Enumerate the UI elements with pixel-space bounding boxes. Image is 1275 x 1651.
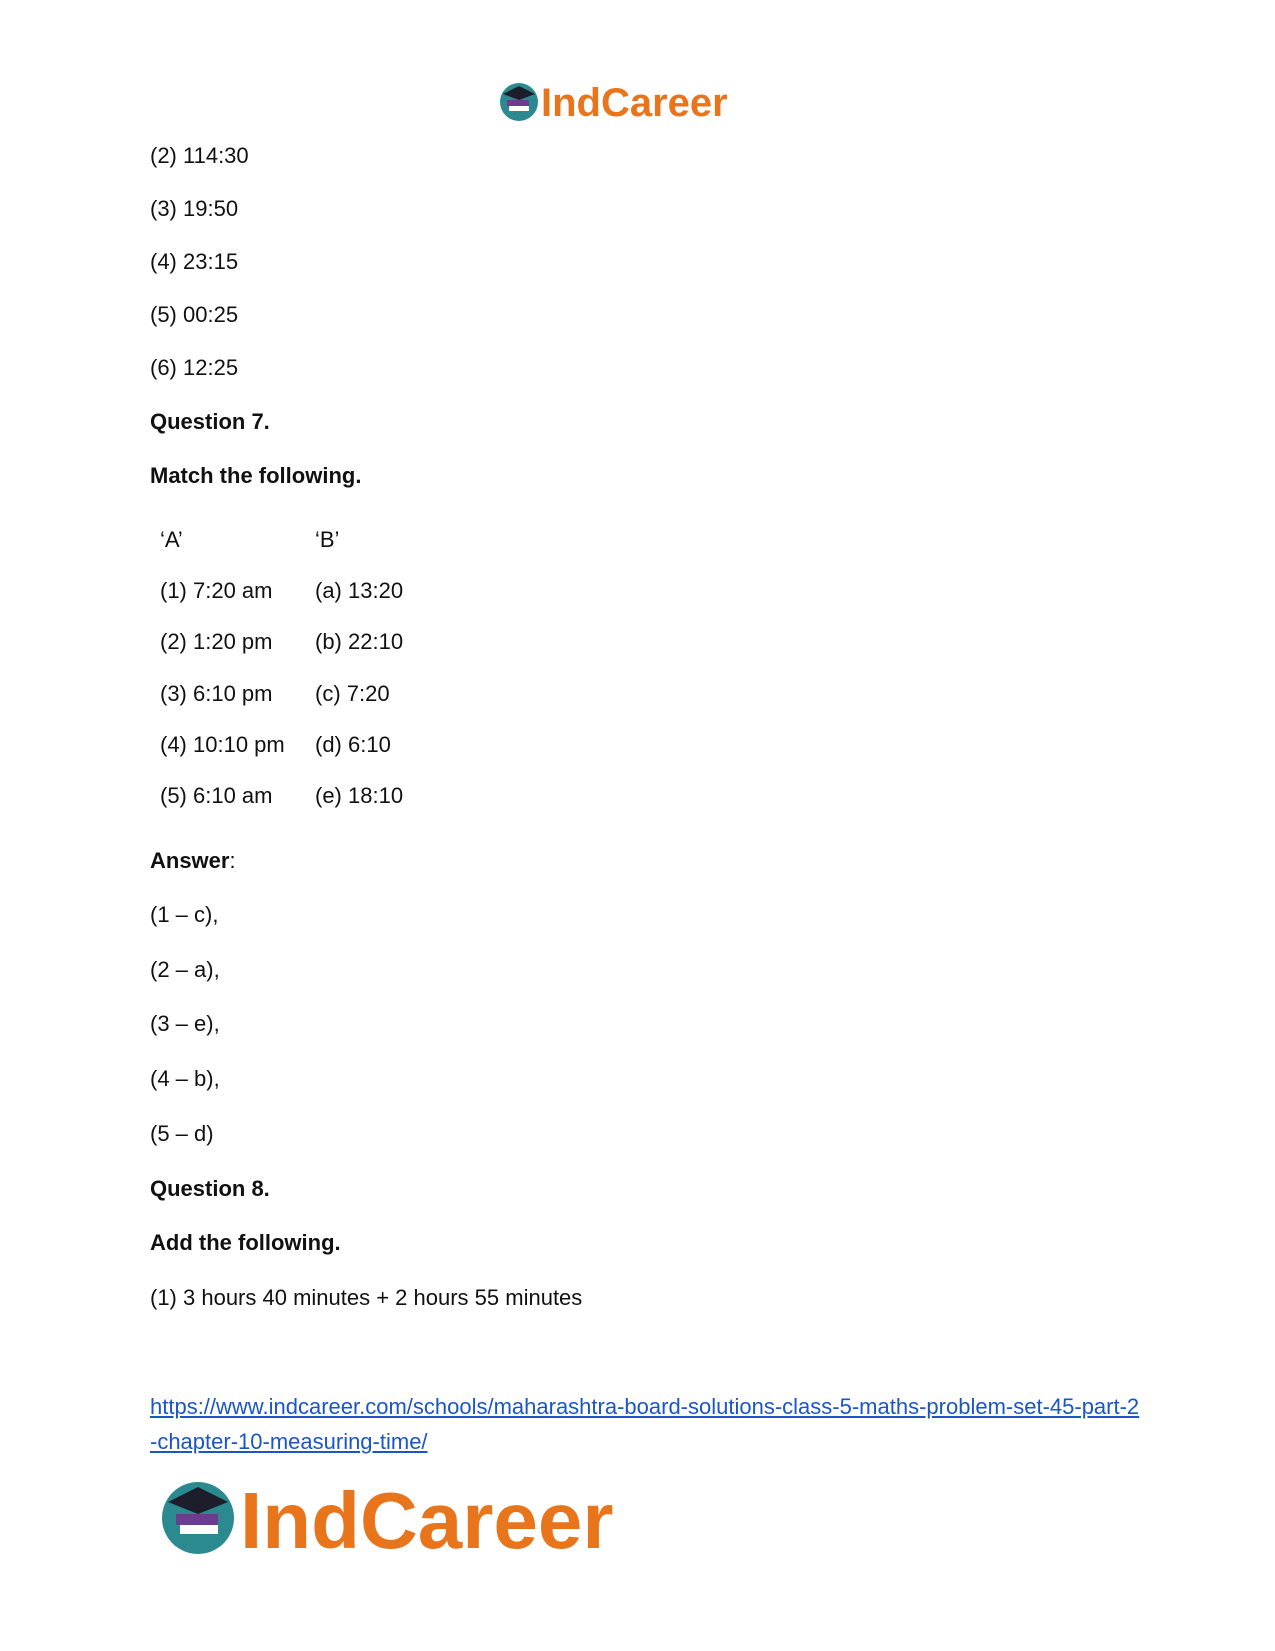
list-item: (6) 12:25 <box>150 355 239 380</box>
match-cell-b: (d) 6:10 <box>315 732 391 757</box>
match-cell-b: (a) 13:20 <box>315 578 404 603</box>
match-cell-a: (4) 10:10 pm <box>160 732 285 757</box>
indcareer-logo-bottom <box>158 1472 698 1560</box>
match-cell-a: (2) 1:20 pm <box>160 629 273 654</box>
list-item: (2) 114:30 <box>150 143 249 168</box>
answer-label: Answer <box>150 848 230 873</box>
svg-text:IndCareer: IndCareer <box>240 1476 614 1560</box>
answer-item: (4 – b), <box>150 1066 220 1091</box>
column-b-header: ‘B’ <box>315 527 340 552</box>
svg-text:IndCareer: IndCareer <box>541 81 728 125</box>
match-cell-a: (3) 6:10 pm <box>160 681 273 706</box>
list-item: (5) 00:25 <box>150 302 239 327</box>
question-8-item: (1) 3 hours 40 minutes + 2 hours 55 minutes <box>150 1285 583 1310</box>
column-a-header: ‘A’ <box>160 527 183 552</box>
question-7-instruction: Match the following. <box>150 463 362 488</box>
match-cell-b: (b) 22:10 <box>315 629 404 654</box>
match-cell-b: (c) 7:20 <box>315 681 390 706</box>
question-7-title: Question 7. <box>150 409 270 434</box>
source-link[interactable]: https://www.indcareer.com/schools/maharashtra-board-solutions-class-5-maths-problem-set-45-part-2-chapter-10-measuring-time/ <box>150 1394 1140 1454</box>
answer-colon: : <box>229 848 236 873</box>
list-item: (4) 23:15 <box>150 249 239 274</box>
answer-item: (1 – c), <box>150 902 219 927</box>
answer-heading <box>150 848 236 874</box>
match-cell-a: (1) 7:20 am <box>160 578 273 603</box>
list-item: (3) 19:50 <box>150 196 239 221</box>
match-cell-b: (e) 18:10 <box>315 783 404 808</box>
question-8-title: Question 8. <box>150 1176 270 1201</box>
match-cell-a: (5) 6:10 am <box>160 783 273 808</box>
answer-item: (3 – e), <box>150 1011 220 1036</box>
question-8-instruction: Add the following. <box>150 1230 341 1255</box>
answer-item: (5 – d) <box>150 1121 214 1146</box>
answer-item: (2 – a), <box>150 957 220 982</box>
indcareer-logo-top <box>497 78 777 126</box>
